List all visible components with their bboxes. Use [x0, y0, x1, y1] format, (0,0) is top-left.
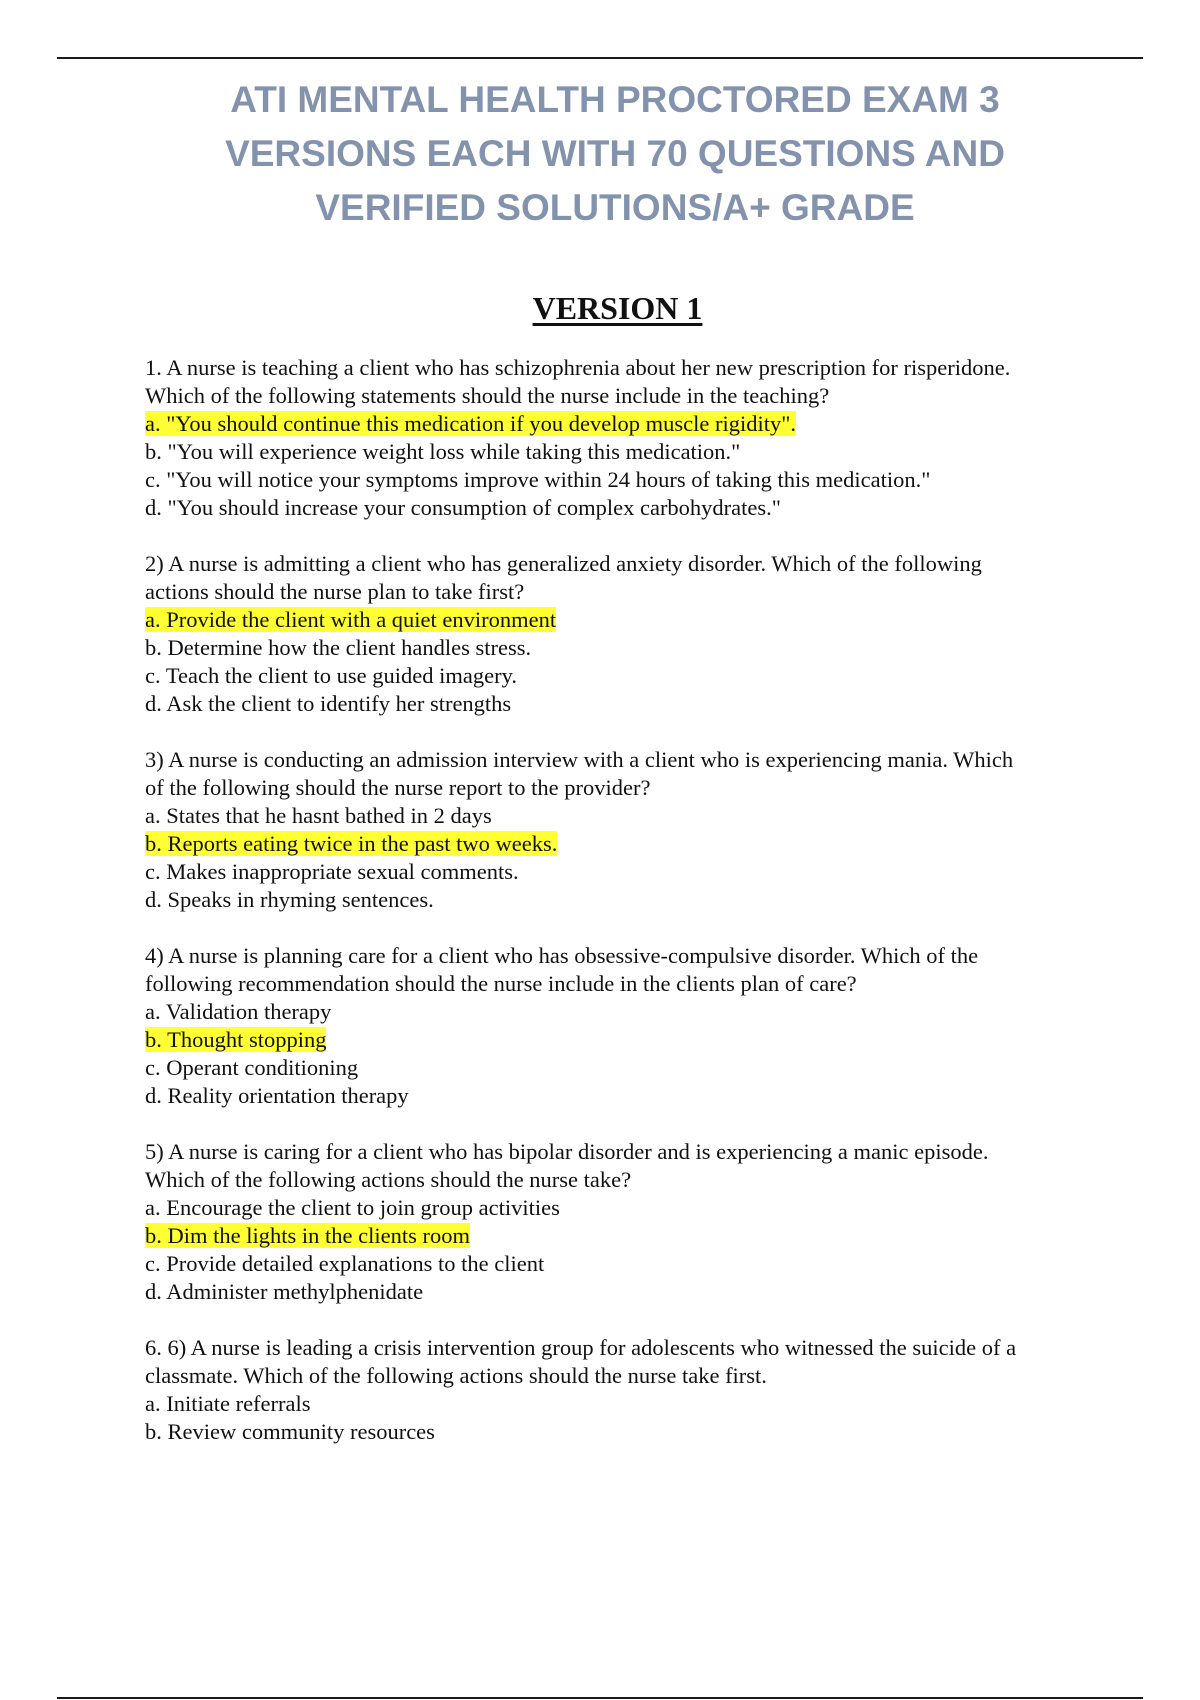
answer-option: [145, 438, 1105, 466]
answer-option-text: c. "You will notice your symptoms improve within 24 hours of taking this medication.": [145, 467, 931, 492]
answer-option-correct: [145, 830, 1105, 858]
question-stem: [145, 942, 1105, 998]
answer-option-text: b. Reports eating twice in the past two weeks.: [145, 831, 558, 856]
answer-option-text: a. Provide the client with a quiet environment: [145, 607, 557, 632]
question-stem: [145, 746, 1105, 802]
question-stem: [145, 550, 1105, 606]
answer-option-text: a. Initiate referrals: [145, 1391, 311, 1416]
title-line: VERSIONS EACH WITH 70 QUESTIONS AND: [225, 133, 1005, 174]
question-stem-line: 6. 6) A nurse is leading a crisis intervention group for adolescents who witnessed the suicide of a: [145, 1335, 1017, 1360]
answer-option-text: a. States that he hasnt bathed in 2 days: [145, 803, 492, 828]
answer-option-text: d. "You should increase your consumption of complex carbohydrates.": [145, 495, 781, 520]
question-stem-line: 4) A nurse is planning care for a client who has obsessive-compulsive disorder. Which of the: [145, 943, 979, 968]
answer-option-text: c. Provide detailed explanations to the client: [145, 1251, 545, 1276]
question-stem-line: 3) A nurse is conducting an admission interview with a client who is experiencing mania. Which: [145, 747, 1014, 772]
top-rule: [57, 57, 1143, 59]
question-stem-line: 2) A nurse is admitting a client who has generalized anxiety disorder. Which of the following: [145, 551, 982, 576]
bottom-rule: [57, 1697, 1143, 1699]
answer-option: [145, 886, 1105, 914]
title-line: ATI MENTAL HEALTH PROCTORED EXAM 3: [230, 79, 1000, 120]
question-stem-line: 1. A nurse is teaching a client who has schizophrenia about her new prescription for risperidone.: [145, 355, 1011, 380]
question-stem-line: 5) A nurse is caring for a client who has bipolar disorder and is experiencing a manic episode.: [145, 1139, 989, 1164]
answer-option: [145, 690, 1105, 718]
answer-option-text: a. "You should continue this medication if you develop muscle rigidity".: [145, 411, 797, 436]
answer-option-text: c. Operant conditioning: [145, 1055, 359, 1080]
question-stem-line: actions should the nurse plan to take first?: [145, 579, 525, 604]
question-list: [145, 354, 1105, 1446]
answer-option-text: d. Ask the client to identify her strengths: [145, 691, 512, 716]
answer-option: [145, 998, 1105, 1026]
answer-option-text: b. Thought stopping: [145, 1027, 327, 1052]
question-stem-line: Which of the following statements should the nurse include in the teaching?: [145, 383, 830, 408]
version-heading: VERSION 1: [532, 290, 703, 326]
question-block: [145, 1138, 1105, 1306]
answer-option-text: b. Determine how the client handles stress.: [145, 635, 532, 660]
answer-option: [145, 802, 1105, 830]
answer-option-correct: [145, 410, 1105, 438]
answer-option: [145, 1278, 1105, 1306]
answer-option-text: d. Speaks in rhyming sentences.: [145, 887, 434, 912]
question-stem-line: of the following should the nurse report to the provider?: [145, 775, 651, 800]
answer-option: [145, 466, 1105, 494]
answer-option: [145, 1054, 1105, 1082]
question-block: [145, 354, 1105, 522]
answer-option-text: d. Reality orientation therapy: [145, 1083, 409, 1108]
question-block: [145, 550, 1105, 718]
answer-option-correct: [145, 1222, 1105, 1250]
answer-option-text: d. Administer methylphenidate: [145, 1279, 424, 1304]
answer-option: [145, 1194, 1105, 1222]
question-block: [145, 1334, 1105, 1446]
question-stem: [145, 1334, 1105, 1390]
answer-option-text: c. Teach the client to use guided imagery.: [145, 663, 518, 688]
answer-option: [145, 662, 1105, 690]
question-stem-line: Which of the following actions should the nurse take?: [145, 1167, 632, 1192]
answer-option: [145, 858, 1105, 886]
answer-option-correct: [145, 1026, 1105, 1054]
answer-option: [145, 494, 1105, 522]
answer-option: [145, 1250, 1105, 1278]
answer-option-correct: [145, 606, 1105, 634]
question-stem: [145, 354, 1105, 410]
question-block: [145, 746, 1105, 914]
answer-option: [145, 634, 1105, 662]
answer-option-text: b. Review community resources: [145, 1419, 435, 1444]
question-stem-line: classmate. Which of the following actions should the nurse take first.: [145, 1363, 767, 1388]
answer-option-text: b. "You will experience weight loss while taking this medication.": [145, 439, 741, 464]
question-block: [145, 942, 1105, 1110]
answer-option-text: b. Dim the lights in the clients room: [145, 1223, 470, 1248]
answer-option: [145, 1390, 1105, 1418]
answer-option: [145, 1418, 1105, 1446]
answer-option-text: a. Validation therapy: [145, 999, 332, 1024]
document-title: [140, 73, 1090, 235]
title-line: VERIFIED SOLUTIONS/A+ GRADE: [315, 187, 915, 228]
answer-option-text: c. Makes inappropriate sexual comments.: [145, 859, 519, 884]
question-stem: [145, 1138, 1105, 1194]
answer-option-text: a. Encourage the client to join group activities: [145, 1195, 560, 1220]
answer-option: [145, 1082, 1105, 1110]
question-stem-line: following recommendation should the nurse include in the clients plan of care?: [145, 971, 857, 996]
